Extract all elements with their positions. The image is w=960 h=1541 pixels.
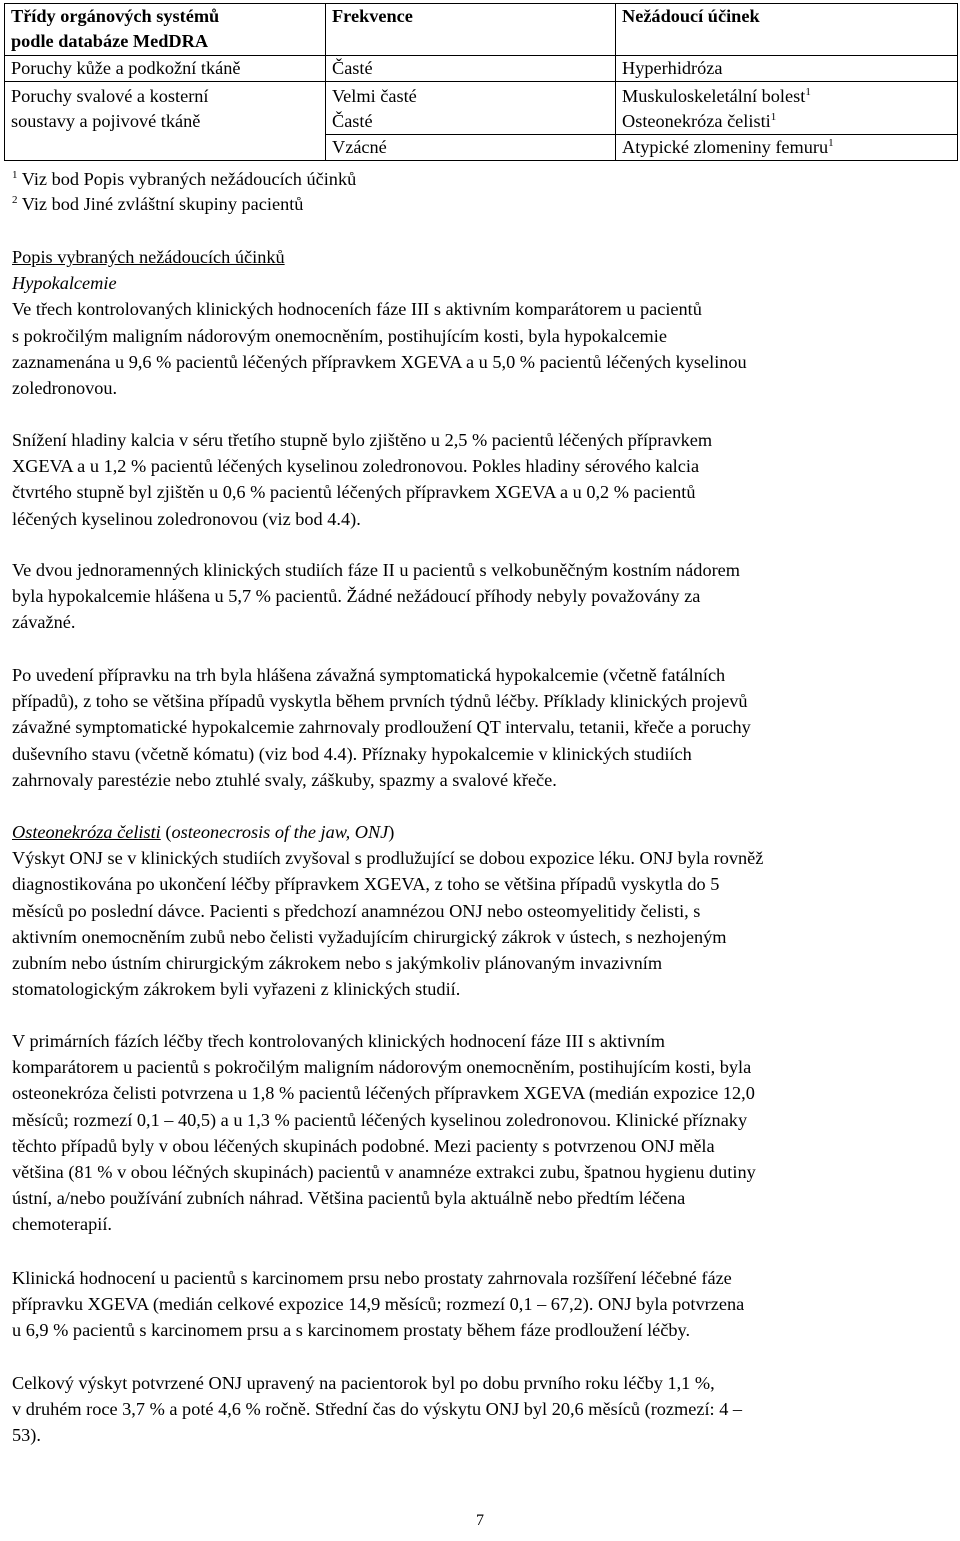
header-soc (5, 4, 326, 56)
header-soc-line1: Třídy orgánových systémů (11, 6, 220, 26)
paragraph-2: Snížení hladiny kalcia v séru třetího stupně bylo zjištěno u 2,5 % pacientů léčených přípravkem XGEVA a u 1,2 % pacientů léčených kyselinou zoledronovou. Pokles hladiny sérového kalcia čtvrtého stupně byl zjištěn u 0,6 % pacientů léčených přípravkem XGEVA a u 0,2 % pacientů léčených kyselinou zoledronovou (viz bod 4.4). (12, 430, 713, 529)
table-row (5, 82, 958, 135)
frequency-cell (326, 82, 616, 135)
frequency-text: Velmi časté (332, 86, 417, 106)
effect-text: Osteonekróza čelisti$^1$ (622, 111, 777, 131)
header-frequency: Frekvence (326, 4, 616, 56)
soc-cell: Poruchy kůže a podkožní tkáně (5, 56, 326, 82)
soc-cell (5, 82, 326, 161)
section-body (12, 244, 942, 401)
adverse-reactions-table (4, 3, 958, 161)
effect-cell: Hyperhidróza (616, 56, 958, 82)
table-header-row (5, 4, 958, 56)
paragraph-7: Klinická hodnocení u pacientů s karcinomem prsu nebo prostaty zahrnovala rozšíření léčebné fáze přípravku XGEVA (medián celkové expozice 14,9 měsíců; rozmezí 0,1 – 67,2). ONJ byla potvrzena u 6,9 % pacientů s karcinomem prsu a s karcinomem prostaty během fáze prodloužení léčby. (12, 1268, 745, 1341)
frequency-cell: Časté (326, 56, 616, 82)
soc-line: soustavy a pojivové tkáně (11, 111, 201, 131)
soc-line: Poruchy svalové a kosterní (11, 86, 209, 106)
paragraph-6: V primárních fázích léčby třech kontrolovaných klinických hodnocení fáze III s aktivním komparátorem u pacientů s pokročilým maligním nádorovým onemocněním, postihujícím kosti, byla osteonekróza čelisti potvrzena u 1,8 % pacientů léčených přípravkem XGEVA (medián expozice 12,0 měsíců; rozmezí 0,1 – 40,5) a u 1,3 % pacientů léčených kyselinou zoledronovou. Klinické příznaky těchto případů byly v obou léčených skupinách podobné. Mezi pacienty s potvrzenou ONJ měla většina (81 % v obou léčných skupinách) pacientů v anamnéze extrakci zubu, špatnou hygienu dutiny ústní, a/nebo používání zubních náhrad. Většina pacientů byla aktuálně nebo předtím léčena chemoterapií. (12, 1031, 756, 1235)
effect-cell: Atypické zlomeniny femuru$^1$ (616, 135, 958, 161)
section-heading: Popis vybraných nežádoucích účinků (12, 247, 285, 267)
frequency-text: Časté (332, 111, 373, 131)
effect-cell (616, 82, 958, 135)
header-soc-line2: podle databáze MedDRA (11, 31, 209, 51)
table-footnotes (12, 167, 356, 217)
onj-heading: Osteonekróza čelisti (osteonecrosis of the jaw, ONJ) (12, 822, 395, 842)
frequency-cell: Vzácné (326, 135, 616, 161)
onj-section (12, 819, 942, 1002)
footnote: $^2$ Viz bod Jiné zvláštní skupiny pacientů (12, 194, 304, 214)
hypocalcemia-heading: Hypokalcemie (12, 273, 117, 294)
footnote: $^1$ Viz bod Popis vybraných nežádoucích účinků (12, 169, 357, 189)
paragraph-5: Výskyt ONJ se v klinických studiích zvyšoval s prodlužující se dobou expozice léku. ONJ byla rovněž diagnostikována po ukončení léčby přípravkem XGEVA, z toho se většina případů vyskytla do 5 měsíců po poslední dávce. Pacienti s předchozí anamnézou ONJ nebo osteomyelitidy čelisti, s aktivním onemocněním zubů nebo čelisti vyžadujícím chirurgický zákrok v ústech, s nezhojeným zubním nebo ústním chirurgickým zákrokem nebo s jakýmkoliv plánovaným invazivním stomatologickým zákrokem byli vyřazeni z klinických studií. (12, 848, 764, 1000)
paragraph-3: Ve dvou jednoramenných klinických studiích fáze II u pacientů s velkobuněčným kostním nádorem byla hypokalcemie hlášena u 5,7 % pacientů. Žádné nežádoucí příhody nebyly považovány za závažné. (12, 560, 740, 633)
paragraph-1: Ve třech kontrolovaných klinických hodnoceních fáze III s aktivním komparátorem u pacientů s pokročilým maligním nádorovým onemocněním, postihujícím kosti, byla hypokalcemie zaznamenána u 9,6 % pacientů léčených přípravkem XGEVA a u 5,0 % pacientů léčených kyselinou zoledronovou. (12, 299, 747, 399)
effect-text: Muskuloskeletální bolest$^1$ (622, 86, 811, 106)
paragraph-4: Po uvedení přípravku na trh byla hlášena závažná symptomatická hypokalcemie (včetně fatálních případů), z toho se většina případů vyskytla během prvních týdnů léčby. Příklady klinických projevů závažné symptomatické hypokalcemie zahrnovaly prodloužení QT intervalu, tetanii, křeče a poruchy duševního stavu (včetně kómatu) (viz bod 4.4). Příznaky hypokalcemie v klinických studiích zahrnovaly parestézie nebo ztuhlé svaly, záškuby, spazmy a svalové křeče. (12, 665, 751, 790)
header-effect: Nežádoucí účinek (616, 4, 958, 56)
page-number: 7 (476, 1512, 484, 1529)
paragraph-8: Celkový výskyt potvrzené ONJ upravený na pacientorok byl po dobu prvního roku léčby 1,1 %, v druhém roce 3,7 % a poté 4,6 % ročně. Střední čas do výskytu ONJ byl 20,6 měsíců (rozmezí: 4 – 53). (12, 1373, 743, 1446)
table-row (5, 56, 958, 82)
